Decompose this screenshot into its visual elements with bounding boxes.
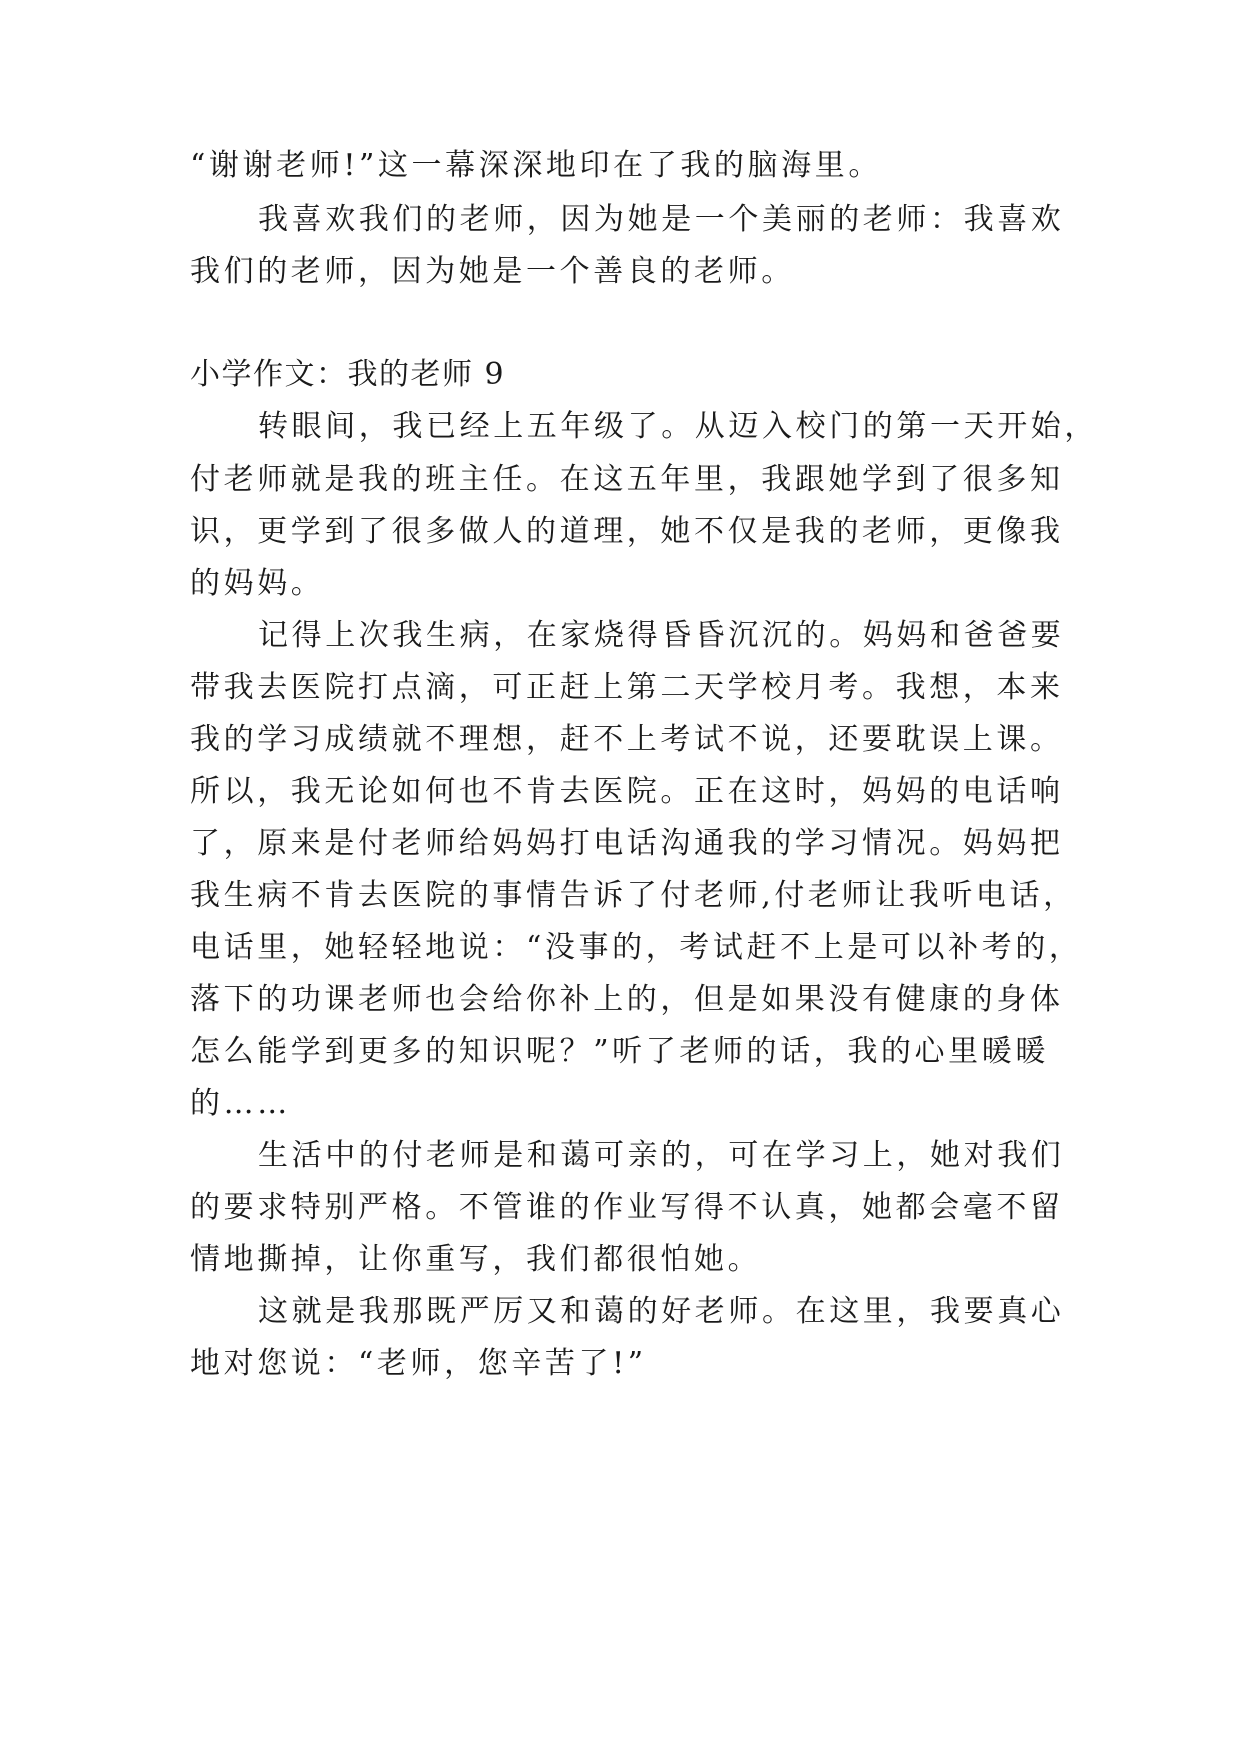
text-line: 识，更学到了很多做人的道理，她不仅是我的老师，更像我 (190, 514, 1064, 549)
text-line: 所以，我无论如何也不肯去医院。正在这时，妈妈的电话响 (190, 774, 1064, 809)
text-line: 落下的功课老师也会给你补上的，但是如果没有健康的身体 (190, 982, 1064, 1017)
text-line: 电话里，她轻轻地说：“没事的，考试赶不上是可以补考的， (190, 930, 1083, 965)
text-line: 记得上次我生病，在家烧得昏昏沉沉的。妈妈和爸爸要 (258, 618, 1065, 653)
section-title: 小学作文：我的老师 9 (190, 357, 506, 392)
text-line: 的妈妈。 (190, 566, 325, 601)
text-line: 了，原来是付老师给妈妈打电话沟通我的学习情况。妈妈把 (190, 826, 1064, 861)
text-line: 生活中的付老师是和蔼可亲的，可在学习上，她对我们 (258, 1138, 1065, 1173)
text-line: 情地撕掉，让你重写，我们都很怕她。 (190, 1242, 762, 1277)
text-line: 的…… (190, 1086, 291, 1121)
text-line: 付老师就是我的班主任。在这五年里，我跟她学到了很多知 (190, 462, 1064, 497)
text-line: “谢谢老师!”这一幕深深地印在了我的脑海里。 (190, 148, 882, 183)
text-line: 转眼间，我已经上五年级了。从迈入校门的第一天开始， (258, 409, 1098, 444)
text-line: 我生病不肯去医院的事情告诉了付老师,付老师让我听电话， (190, 878, 1077, 913)
text-line: 带我去医院打点滴，可正赶上第二天学校月考。我想，本来 (190, 670, 1064, 705)
text-line: 我喜欢我们的老师，因为她是一个美丽的老师：我喜欢 (258, 202, 1065, 237)
text-line: 这就是我那既严厉又和蔼的好老师。在这里，我要真心 (258, 1294, 1065, 1329)
text-line: 怎么能学到更多的知识呢？”听了老师的话，我的心里暖暖 (190, 1034, 1049, 1069)
text-line: 地对您说：“老师，您辛苦了!” (190, 1346, 647, 1381)
text-line: 我的学习成绩就不理想，赶不上考试不说，还要耽误上课。 (190, 722, 1064, 757)
text-line: 的要求特别严格。不管谁的作业写得不认真，她都会毫不留 (190, 1190, 1064, 1225)
text-line: 我们的老师，因为她是一个善良的老师。 (190, 254, 795, 289)
